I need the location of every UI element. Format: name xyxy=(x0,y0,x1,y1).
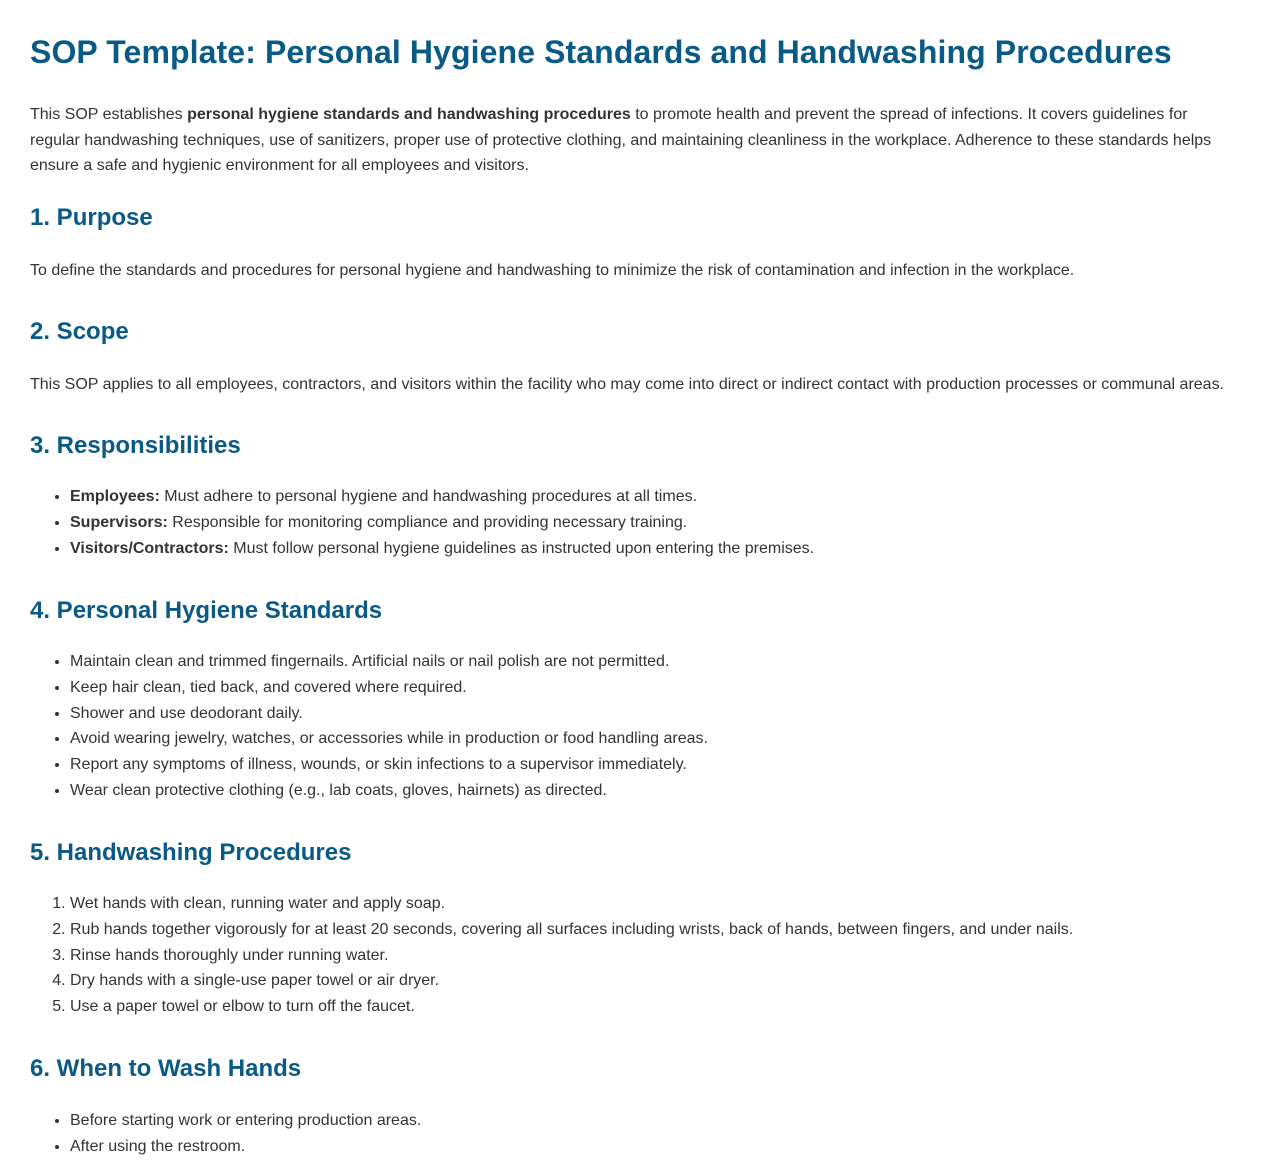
hygiene-heading: 4. Personal Hygiene Standards xyxy=(30,597,383,624)
responsibilities-list xyxy=(30,484,814,561)
list-item: • Keep hair clean, tied back, and covered where required. xyxy=(70,675,708,701)
list-item: 3. Rinse hands thoroughly under running water. xyxy=(70,943,1073,969)
list-item: 4. Dry hands with a single-use paper towel or air dryer. xyxy=(70,968,1073,994)
hygiene-list xyxy=(30,649,708,804)
list-item-label: Visitors/Contractors: xyxy=(70,539,229,557)
list-item: • After using the restroom. xyxy=(70,1134,421,1160)
list-item xyxy=(70,536,814,562)
list-item-text: Responsible for monitoring compliance and providing necessary training. xyxy=(167,513,688,531)
list-item: • Avoid wearing jewelry, watches, or accessories while in production or food handling areas. xyxy=(70,726,708,752)
purpose-text: To define the standards and procedures for personal hygiene and handwashing to minimize the risk of contamination and infection in the workplace. xyxy=(30,262,1075,279)
intro-text-after: to promote health and prevent the spread of infections. It covers guidelines for regular handwashing techniques, use of sanitizers, proper use of protective clothing, and maintaining cleanliness in the workplace. Adherence to these standards helps ensure a safe and hygienic environment for all employees and visitors. xyxy=(30,106,1212,174)
page-title: SOP Template: Personal Hygiene Standards and Handwashing Procedures xyxy=(30,34,1172,70)
list-item xyxy=(70,510,814,536)
list-item-text: Must follow personal hygiene guidelines as instructed upon entering the premises. xyxy=(228,539,815,557)
purpose-heading: 1. Purpose xyxy=(30,204,153,231)
scope-text: This SOP applies to all employees, contractors, and visitors within the facility who may come into direct or indirect contact with production processes or communal areas. xyxy=(30,376,1225,393)
list-item-label: Supervisors: xyxy=(70,513,168,531)
list-item: • Report any symptoms of illness, wounds, or skin infections to a supervisor immediately. xyxy=(70,752,708,778)
list-item: 5. Use a paper towel or elbow to turn off the faucet. xyxy=(70,994,1073,1020)
intro-text-bold: personal hygiene standards and handwashing procedures xyxy=(187,106,631,123)
list-item: • Wear clean protective clothing (e.g., lab coats, gloves, hairnets) as directed. xyxy=(70,778,708,804)
list-item: • Shower and use deodorant daily. xyxy=(70,701,708,727)
list-item: • Maintain clean and trimmed fingernails. Artificial nails or nail polish are not permitted. xyxy=(70,649,708,675)
list-item: 1. Wet hands with clean, running water and apply soap. xyxy=(70,891,1073,917)
scope-heading: 2. Scope xyxy=(30,318,129,345)
handwashing-heading: 5. Handwashing Procedures xyxy=(30,839,352,866)
list-item-label: Employees: xyxy=(70,488,160,505)
intro-text-before: This SOP establishes xyxy=(30,106,188,123)
responsibilities-heading: 3. Responsibilities xyxy=(30,432,241,459)
when-list xyxy=(30,1108,421,1160)
list-item xyxy=(70,484,814,510)
list-item: 2. Rub hands together vigorously for at least 20 seconds, covering all surfaces including wrists, back of hands, between fingers, and under nails. xyxy=(70,917,1073,943)
list-item: • Before starting work or entering production areas. xyxy=(70,1108,421,1134)
when-heading: 6. When to Wash Hands xyxy=(30,1055,302,1082)
intro-paragraph xyxy=(30,102,1225,179)
list-item-text: Must adhere to personal hygiene and handwashing procedures at all times. xyxy=(159,488,698,505)
handwashing-list xyxy=(30,891,1073,1020)
